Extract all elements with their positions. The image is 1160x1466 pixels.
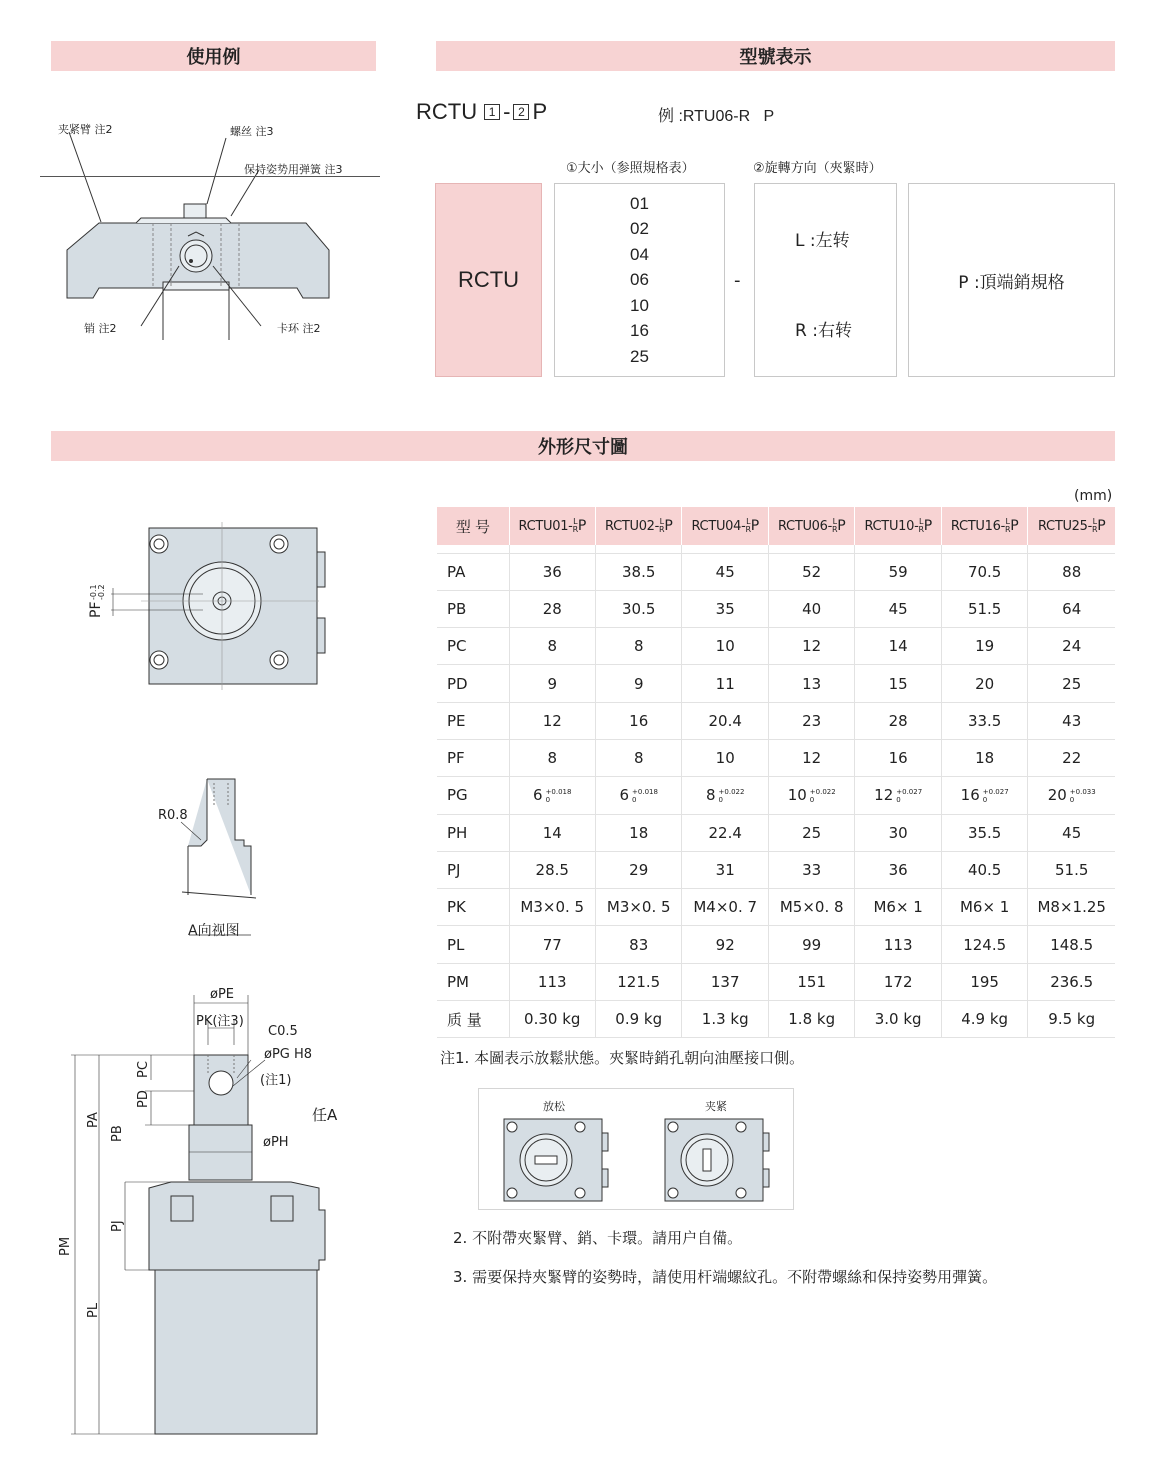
c05-label: C0.5 bbox=[268, 1024, 298, 1039]
table-cell: 28 bbox=[509, 590, 595, 627]
size-option: 02 bbox=[630, 219, 649, 238]
table-cell: 15 bbox=[855, 665, 941, 702]
table-cell: 30 bbox=[855, 814, 941, 851]
table-cell: 172 bbox=[855, 963, 941, 1000]
header-model: RCTU04- L R P bbox=[682, 507, 768, 545]
tolerance-upper: +0.022 bbox=[809, 787, 836, 796]
pin-label: 销 注2 bbox=[84, 322, 117, 335]
opg-label: øPG H8 bbox=[264, 1047, 313, 1062]
table-cell: 77 bbox=[509, 926, 595, 963]
table-cell: 8 bbox=[509, 628, 595, 665]
table-cell: 51.5 bbox=[941, 590, 1027, 627]
model-box-2: 2 bbox=[513, 104, 529, 120]
table-cell: 35 bbox=[682, 590, 768, 627]
model-code-prefix: RCTU bbox=[416, 99, 478, 124]
table-cell: 23 bbox=[768, 702, 854, 739]
table-cell: 36 bbox=[855, 851, 941, 888]
table-cell: 45 bbox=[855, 590, 941, 627]
table-cell: 33.5 bbox=[941, 702, 1027, 739]
col2-title: ②旋轉方向（夾緊時） bbox=[753, 161, 882, 176]
table-cell: M3×0. 5 bbox=[509, 889, 595, 926]
table-cell: M4×0. 7 bbox=[682, 889, 768, 926]
row-label: PH bbox=[437, 814, 509, 851]
table-cell: 33 bbox=[768, 851, 854, 888]
table-cell: 10 bbox=[682, 739, 768, 776]
size-option: 06 bbox=[630, 270, 649, 289]
usage-example-drawing bbox=[51, 110, 381, 350]
tolerance-upper: +0.018 bbox=[632, 787, 658, 796]
table-cell: 19 bbox=[941, 628, 1027, 665]
tolerance-value: 6 bbox=[533, 786, 543, 805]
note-3: 3. 需要保持夾緊臂的姿勢時，請使用杆端螺紋孔。不附帶螺絲和保持姿勢用彈簧。 bbox=[453, 1268, 998, 1286]
table-cell: 4.9 kg bbox=[941, 1001, 1027, 1038]
table-cell: 28 bbox=[855, 702, 941, 739]
table-cell: 148.5 bbox=[1028, 926, 1115, 963]
table-cell: 29 bbox=[595, 851, 681, 888]
table-cell: 45 bbox=[682, 553, 768, 590]
tolerance-value: 20 bbox=[1047, 786, 1067, 805]
table-cell: 40 bbox=[768, 590, 854, 627]
table-cell: 12 bbox=[768, 739, 854, 776]
table-cell: 92 bbox=[682, 926, 768, 963]
size-option: 25 bbox=[630, 346, 649, 366]
table-cell: 16 bbox=[855, 739, 941, 776]
table-cell: 38.5 bbox=[595, 553, 681, 590]
a-view-label: A向视图 bbox=[188, 923, 240, 939]
row-label: PM bbox=[437, 963, 509, 1000]
header-model: RCTU01- L R P bbox=[509, 507, 595, 545]
table-cell: 0.9 kg bbox=[595, 1001, 681, 1038]
table-cell bbox=[768, 777, 854, 814]
table-cell: 236.5 bbox=[1028, 963, 1115, 1000]
row-label: PL bbox=[437, 926, 509, 963]
model-code bbox=[416, 99, 547, 125]
left-turn: L :左转 bbox=[795, 231, 850, 251]
table-cell: M8×1.25 bbox=[1028, 889, 1115, 926]
table-cell: 25 bbox=[768, 814, 854, 851]
row-label: PA bbox=[437, 553, 509, 590]
header-model-label: 型 号 bbox=[437, 507, 509, 545]
header-model: RCTU10- L R P bbox=[855, 507, 941, 545]
row-label: PE bbox=[437, 702, 509, 739]
pa-label: PA bbox=[86, 1112, 101, 1128]
size-box bbox=[554, 183, 725, 377]
table-cell: 36 bbox=[509, 553, 595, 590]
table-cell: 8 bbox=[509, 739, 595, 776]
table-cell: 88 bbox=[1028, 553, 1115, 590]
table-cell: 24 bbox=[1028, 628, 1115, 665]
table-cell: 14 bbox=[509, 814, 595, 851]
tolerance-lower: 0 bbox=[809, 795, 815, 804]
table-cell: 22 bbox=[1028, 739, 1115, 776]
tolerance-upper: +0.033 bbox=[1069, 787, 1096, 796]
table-cell: 151 bbox=[768, 963, 854, 1000]
tolerance-upper: +0.018 bbox=[545, 787, 572, 796]
table-cell: 99 bbox=[768, 926, 854, 963]
table-cell: 31 bbox=[682, 851, 768, 888]
table-cell: 18 bbox=[595, 814, 681, 851]
table-cell: 59 bbox=[855, 553, 941, 590]
note-1: 注1. 本圖表示放鬆狀態。夾緊時銷孔朝向油壓接口側。 bbox=[440, 1049, 805, 1067]
table-cell: 195 bbox=[941, 963, 1027, 1000]
tolerance-lower: 0 bbox=[1069, 795, 1075, 804]
tolerance-lower: 0 bbox=[896, 795, 901, 804]
table-row bbox=[437, 1001, 1115, 1038]
clamp-arm-label: 夹紧臂 注2 bbox=[58, 123, 113, 136]
ope-label: øPE bbox=[210, 987, 235, 1002]
row-label: PB bbox=[437, 590, 509, 627]
table-cell bbox=[1028, 777, 1115, 814]
loose-label: 放松 bbox=[543, 1100, 565, 1113]
table-body bbox=[437, 545, 1115, 1038]
table-cell: 40.5 bbox=[941, 851, 1027, 888]
table-cell: 113 bbox=[509, 963, 595, 1000]
tolerance-lower: 0 bbox=[545, 795, 551, 804]
tolerance-value: 16 bbox=[960, 786, 980, 805]
table-row bbox=[437, 665, 1115, 702]
table-cell: 35.5 bbox=[941, 814, 1027, 851]
oph-label: øPH bbox=[263, 1135, 289, 1150]
table-cell: 83 bbox=[595, 926, 681, 963]
table-cell: 18 bbox=[941, 739, 1027, 776]
table-cell bbox=[855, 777, 941, 814]
row-label: PJ bbox=[437, 851, 509, 888]
note1-ref: (注1) bbox=[260, 1073, 292, 1088]
size-option: 04 bbox=[630, 244, 649, 264]
state-drawings bbox=[479, 1089, 795, 1211]
spring-label: 保持姿势用弹簧 注3 bbox=[244, 163, 343, 176]
pf-label: PF bbox=[88, 601, 104, 618]
table-cell: 3.0 kg bbox=[855, 1001, 941, 1038]
table-cell: 137 bbox=[682, 963, 768, 1000]
model-separator: - bbox=[734, 270, 741, 291]
header-model: RCTU16- L R P bbox=[941, 507, 1027, 545]
table-cell: 121.5 bbox=[595, 963, 681, 1000]
pf-tolerance-upper: -0.1 bbox=[89, 584, 98, 600]
size-option: 10 bbox=[630, 295, 649, 315]
table-cell: 52 bbox=[768, 553, 854, 590]
tolerance-lower: 0 bbox=[982, 795, 988, 804]
table-row bbox=[437, 702, 1115, 739]
table-cell: 11 bbox=[682, 665, 768, 702]
table-cell bbox=[941, 777, 1027, 814]
table-cell: M5×0. 8 bbox=[768, 889, 854, 926]
table-cell: 8 bbox=[595, 739, 681, 776]
table-header-row bbox=[437, 507, 1115, 545]
table-cell: 0.30 kg bbox=[509, 1001, 595, 1038]
state-illustration bbox=[478, 1088, 794, 1210]
table-cell: 12 bbox=[768, 628, 854, 665]
table-cell: 10 bbox=[682, 628, 768, 665]
model-dash: - bbox=[503, 99, 511, 124]
table-cell: 28.5 bbox=[509, 851, 595, 888]
clamp-label: 夹紧 bbox=[705, 1100, 727, 1113]
table-cell: 70.5 bbox=[941, 553, 1027, 590]
dimensions-header: 外形尺寸圖 bbox=[51, 431, 1115, 461]
table-cell: 20 bbox=[941, 665, 1027, 702]
usage-header: 使用例 bbox=[51, 41, 376, 71]
table-cell: 51.5 bbox=[1028, 851, 1115, 888]
pf-tolerance-lower: -0.2 bbox=[97, 584, 106, 600]
table-cell: M3×0. 5 bbox=[595, 889, 681, 926]
pc-label: PC bbox=[136, 1061, 151, 1078]
tolerance-value: 10 bbox=[787, 786, 807, 805]
model-code-suffix: P bbox=[532, 99, 548, 124]
tolerance-lower: 0 bbox=[632, 795, 637, 804]
screw-label: 螺丝 注3 bbox=[230, 125, 274, 138]
note-2: 2. 不附帶夾緊臂、銷、卡環。請用户自備。 bbox=[453, 1229, 743, 1247]
table-row bbox=[437, 628, 1115, 665]
table-cell: 9 bbox=[595, 665, 681, 702]
table-cell: 64 bbox=[1028, 590, 1115, 627]
table-cell: 20.4 bbox=[682, 702, 768, 739]
spring-label-underline bbox=[40, 176, 380, 177]
header-model: RCTU02- L R P bbox=[595, 507, 681, 545]
any-a-label: 任A bbox=[312, 1106, 338, 1124]
table-cell: 9.5 kg bbox=[1028, 1001, 1115, 1038]
right-turn: R :右转 bbox=[795, 321, 852, 341]
header-model: RCTU25- L R P bbox=[1028, 507, 1115, 545]
row-label: PC bbox=[437, 628, 509, 665]
pd-label: PD bbox=[136, 1090, 151, 1108]
row-label: 质 量 bbox=[437, 1001, 509, 1038]
table-cell: M6× 1 bbox=[855, 889, 941, 926]
model-header: 型號表示 bbox=[436, 41, 1115, 71]
row-label: PK bbox=[437, 889, 509, 926]
table-row bbox=[437, 777, 1115, 814]
table-row bbox=[437, 963, 1115, 1000]
dimension-table bbox=[437, 507, 1115, 1038]
spec-box: P :頂端銷規格 bbox=[908, 183, 1115, 377]
header-model: RCTU06- L R P bbox=[768, 507, 854, 545]
pk-label: PK(注3) bbox=[196, 1014, 244, 1029]
col1-title: ①大小（参照規格表） bbox=[566, 161, 695, 176]
table-cell: 113 bbox=[855, 926, 941, 963]
size-option: 01 bbox=[630, 193, 649, 213]
table-row bbox=[437, 926, 1115, 963]
pl-label: PL bbox=[86, 1302, 101, 1318]
table-row bbox=[437, 590, 1115, 627]
r08-label: R0.8 bbox=[158, 808, 188, 823]
series-box: RCTU bbox=[435, 183, 542, 377]
table-cell: 8 bbox=[595, 628, 681, 665]
table-cell: 1.3 kg bbox=[682, 1001, 768, 1038]
table-cell: 14 bbox=[855, 628, 941, 665]
table-cell: 9 bbox=[509, 665, 595, 702]
tolerance-value: 12 bbox=[874, 786, 894, 805]
table-cell: 124.5 bbox=[941, 926, 1027, 963]
table-row bbox=[437, 889, 1115, 926]
pj-label: PJ bbox=[110, 1220, 125, 1232]
ring-label: 卡环 注2 bbox=[277, 322, 321, 335]
table-cell: 13 bbox=[768, 665, 854, 702]
table-cell: 25 bbox=[1028, 665, 1115, 702]
table-cell: 30.5 bbox=[595, 590, 681, 627]
row-label: PF bbox=[437, 739, 509, 776]
tolerance-upper: +0.022 bbox=[718, 787, 745, 796]
table-row bbox=[437, 739, 1115, 776]
table-row bbox=[437, 851, 1115, 888]
table-spacer-row bbox=[437, 545, 1115, 553]
table-cell: 22.4 bbox=[682, 814, 768, 851]
tolerance-upper: +0.027 bbox=[982, 787, 1009, 796]
table-cell: 16 bbox=[595, 702, 681, 739]
row-label: PD bbox=[437, 665, 509, 702]
tolerance-value: 6 bbox=[619, 786, 630, 805]
direction-box bbox=[754, 183, 897, 377]
table-cell: 12 bbox=[509, 702, 595, 739]
table-cell bbox=[509, 777, 595, 814]
model-box-1: 1 bbox=[484, 104, 500, 120]
tolerance-upper: +0.027 bbox=[896, 787, 923, 796]
unit-label: (mm) bbox=[1074, 488, 1113, 504]
table-cell: 43 bbox=[1028, 702, 1115, 739]
tolerance-value: 8 bbox=[705, 786, 716, 805]
table-cell bbox=[595, 777, 681, 814]
table-row bbox=[437, 553, 1115, 590]
model-example: 例 :RTU06-R P bbox=[658, 108, 775, 125]
pm-label: PM bbox=[58, 1236, 73, 1256]
row-label: PG bbox=[437, 777, 509, 814]
table-cell: 1.8 kg bbox=[768, 1001, 854, 1038]
table-row bbox=[437, 814, 1115, 851]
tolerance-lower: 0 bbox=[718, 795, 723, 804]
size-option: 16 bbox=[630, 321, 649, 340]
table-cell: M6× 1 bbox=[941, 889, 1027, 926]
pb-label: PB bbox=[110, 1125, 125, 1142]
table-cell: 45 bbox=[1028, 814, 1115, 851]
table-cell bbox=[682, 777, 768, 814]
